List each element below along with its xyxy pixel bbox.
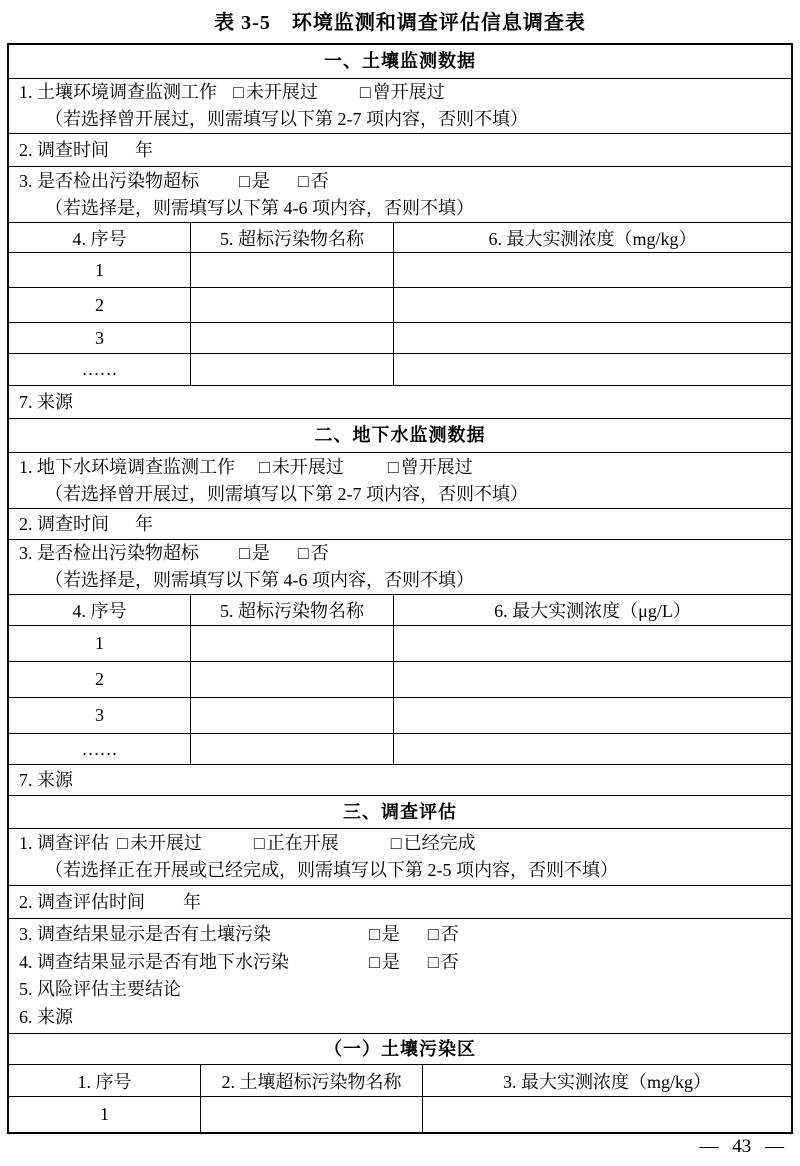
soil-table-empty-cell xyxy=(394,354,791,386)
groundwater-table-serial-cell: …… xyxy=(9,734,191,765)
soil-table-serial-cell: 3 xyxy=(9,323,191,354)
option-label: 未开展过 xyxy=(271,456,344,477)
checkbox-icon: □ xyxy=(239,543,250,563)
document-title: 表 3-5 环境监测和调查评估信息调查表 xyxy=(214,12,586,34)
soil-table-empty-cell xyxy=(191,253,394,288)
groundwater-table-empty-cell xyxy=(191,734,394,765)
groundwater-q3-note: （若选择是，则需填写以下第 4-6 项内容，否则不填） xyxy=(45,570,474,590)
soil-table-header-concentration: 6. 最大实测浓度（mg/kg） xyxy=(394,223,791,253)
soil-q1-row xyxy=(9,79,791,134)
section-assessment-header: 三、调查评估 xyxy=(9,796,791,829)
soil-zone-serial-cell: 1 xyxy=(9,1097,201,1132)
groundwater-table-serial-cell: 3 xyxy=(9,698,191,734)
soil-table-serial-cell: 1 xyxy=(9,253,191,288)
groundwater-q3-option-no xyxy=(298,543,329,563)
option-label: 是 xyxy=(251,543,270,563)
groundwater-q1-option-conducted xyxy=(388,457,473,477)
assessment-q1-option-completed xyxy=(391,833,476,853)
soil-zone-table xyxy=(9,1065,791,1132)
soil-q3-line xyxy=(9,168,791,195)
groundwater-q3-label: 3. 是否检出污染物超标 xyxy=(19,543,199,563)
soil-table-empty-cell xyxy=(191,354,394,386)
option-label: 未开展过 xyxy=(129,833,202,853)
groundwater-q1-note: （若选择曾开展过，则需填写以下第 2-7 项内容，否则不填） xyxy=(45,483,528,504)
soil-table-empty-cell xyxy=(394,253,791,288)
groundwater-q3-option-yes xyxy=(239,543,270,563)
assessment-q3-option-no xyxy=(428,924,459,944)
groundwater-table-empty-cell xyxy=(394,698,791,734)
soil-q2-label: 2. 调查时间 xyxy=(19,139,109,160)
soil-source-row: 7. 来源 xyxy=(9,386,791,419)
option-label: 是 xyxy=(251,170,270,191)
soil-table-empty-cell xyxy=(191,323,394,354)
groundwater-q1-line xyxy=(9,454,791,481)
assessment-q1-note: （若选择正在开展或已经完成，则需填写以下第 2-5 项内容，否则不填） xyxy=(45,860,618,880)
soil-q3-note: （若选择是，则需填写以下第 4-6 项内容，否则不填） xyxy=(45,197,474,218)
soil-table-header-name: 5. 超标污染物名称 xyxy=(191,223,394,253)
checkbox-icon: □ xyxy=(239,170,250,191)
groundwater-table-empty-cell xyxy=(394,626,791,662)
assessment-results-block xyxy=(9,919,791,1034)
soil-table-empty-cell xyxy=(191,288,394,323)
soil-table-empty-cell xyxy=(394,323,791,354)
soil-zone-header-concentration: 3. 最大实测浓度（mg/kg） xyxy=(423,1065,791,1097)
checkbox-icon: □ xyxy=(427,924,439,944)
option-label: 否 xyxy=(310,170,329,191)
option-label: 曾开展过 xyxy=(372,82,445,102)
groundwater-source-row: 7. 来源 xyxy=(9,765,791,796)
soil-pollutant-table xyxy=(9,223,791,386)
section-groundwater-header: 二、地下水监测数据 xyxy=(9,419,791,453)
soil-q3-label: 3. 是否检出污染物超标 xyxy=(19,170,199,191)
groundwater-q3-row xyxy=(9,540,791,595)
groundwater-table-header-index: 4. 序号 xyxy=(9,595,191,626)
soil-q3-option-yes xyxy=(239,171,270,191)
assessment-q1-option-in-progress xyxy=(254,833,339,853)
soil-q3-option-no xyxy=(298,171,329,191)
soil-zone-header-name: 2. 土壤超标污染物名称 xyxy=(201,1065,423,1097)
soil-q1-line xyxy=(9,79,791,106)
groundwater-table-header-name: 5. 超标污染物名称 xyxy=(191,595,394,626)
assessment-q1-line xyxy=(9,830,791,857)
assessment-q1-option-not-conducted xyxy=(117,833,202,853)
groundwater-q1-row xyxy=(9,453,791,509)
soil-q1-label: 1. 土壤环境调查监测工作 xyxy=(19,82,217,102)
soil-table-serial-cell: …… xyxy=(9,354,191,386)
soil-q2-row xyxy=(9,134,791,167)
assessment-q4-line xyxy=(9,949,791,977)
soil-q1-option-conducted xyxy=(360,82,445,102)
soil-q1-option-not-conducted xyxy=(233,82,318,102)
soil-zone-header-index: 1. 序号 xyxy=(9,1065,201,1097)
soil-q1-note: （若选择曾开展过，则需填写以下第 2-7 项内容，否则不填） xyxy=(45,109,528,129)
checkbox-icon: □ xyxy=(390,833,402,853)
survey-table xyxy=(7,43,793,1134)
option-label: 已经完成 xyxy=(403,833,476,853)
checkbox-icon: □ xyxy=(233,82,244,102)
groundwater-table-empty-cell xyxy=(191,662,394,698)
page-number: — 43 — xyxy=(699,1136,784,1157)
option-label: 未开展过 xyxy=(245,82,318,102)
groundwater-q2-unit: 年 xyxy=(135,513,153,534)
groundwater-pollutant-table xyxy=(9,595,791,765)
checkbox-icon: □ xyxy=(297,170,309,191)
option-label: 正在开展 xyxy=(266,833,339,853)
groundwater-table-header-concentration: 6. 最大实测浓度（μg/L） xyxy=(394,595,791,626)
checkbox-icon: □ xyxy=(427,951,439,972)
checkbox-icon: □ xyxy=(369,924,380,944)
option-label: 否 xyxy=(440,951,459,972)
assessment-q4-option-yes xyxy=(369,952,400,972)
option-label: 曾开展过 xyxy=(400,456,473,477)
groundwater-table-empty-cell xyxy=(191,698,394,734)
soil-zone-empty-cell xyxy=(423,1097,791,1132)
groundwater-q1-label: 1. 地下水环境调查监测工作 xyxy=(19,456,235,477)
groundwater-q2-label: 2. 调查时间 xyxy=(19,513,109,534)
section-soil-header: 一、土壤监测数据 xyxy=(9,45,791,79)
groundwater-table-serial-cell: 2 xyxy=(9,662,191,698)
checkbox-icon: □ xyxy=(387,456,399,477)
checkbox-icon: □ xyxy=(259,456,270,477)
checkbox-icon: □ xyxy=(369,951,380,972)
assessment-q3-line xyxy=(9,921,791,949)
soil-q2-unit: 年 xyxy=(135,139,153,160)
soil-table-empty-cell xyxy=(394,288,791,323)
groundwater-q2-row xyxy=(9,509,791,540)
soil-table-header-index: 4. 序号 xyxy=(9,223,191,253)
groundwater-table-empty-cell xyxy=(191,626,394,662)
option-label: 是 xyxy=(381,924,400,944)
soil-q3-row xyxy=(9,167,791,223)
assessment-q2-label: 2. 调查评估时间 xyxy=(19,891,145,912)
groundwater-q1-option-not-conducted xyxy=(259,457,344,477)
assessment-q4-label: 4. 调查结果显示是否有地下水污染 xyxy=(19,951,289,972)
soil-table-serial-cell: 2 xyxy=(9,288,191,323)
assessment-q3-label: 3. 调查结果显示是否有土壤污染 xyxy=(19,924,271,944)
assessment-q6-line: 6. 来源 xyxy=(19,1006,73,1027)
groundwater-table-empty-cell xyxy=(394,734,791,765)
assessment-q2-row xyxy=(9,886,791,919)
groundwater-table-serial-cell: 1 xyxy=(9,626,191,662)
assessment-q5-line: 5. 风险评估主要结论 xyxy=(19,979,181,999)
option-label: 否 xyxy=(310,543,329,563)
option-label: 否 xyxy=(440,924,459,944)
soil-zone-header: （一）土壤污染区 xyxy=(9,1034,791,1065)
assessment-q1-label: 1. 调查评估 xyxy=(19,833,109,853)
checkbox-icon: □ xyxy=(297,543,309,563)
groundwater-q3-line xyxy=(9,540,791,567)
checkbox-icon: □ xyxy=(117,833,128,853)
assessment-q3-option-yes xyxy=(369,924,400,944)
assessment-q2-unit: 年 xyxy=(183,891,201,912)
checkbox-icon: □ xyxy=(359,82,371,102)
assessment-q4-option-no xyxy=(428,952,459,972)
assessment-q1-row xyxy=(9,829,791,886)
option-label: 是 xyxy=(381,951,400,972)
groundwater-table-empty-cell xyxy=(394,662,791,698)
checkbox-icon: □ xyxy=(253,833,265,853)
soil-zone-empty-cell xyxy=(201,1097,423,1132)
